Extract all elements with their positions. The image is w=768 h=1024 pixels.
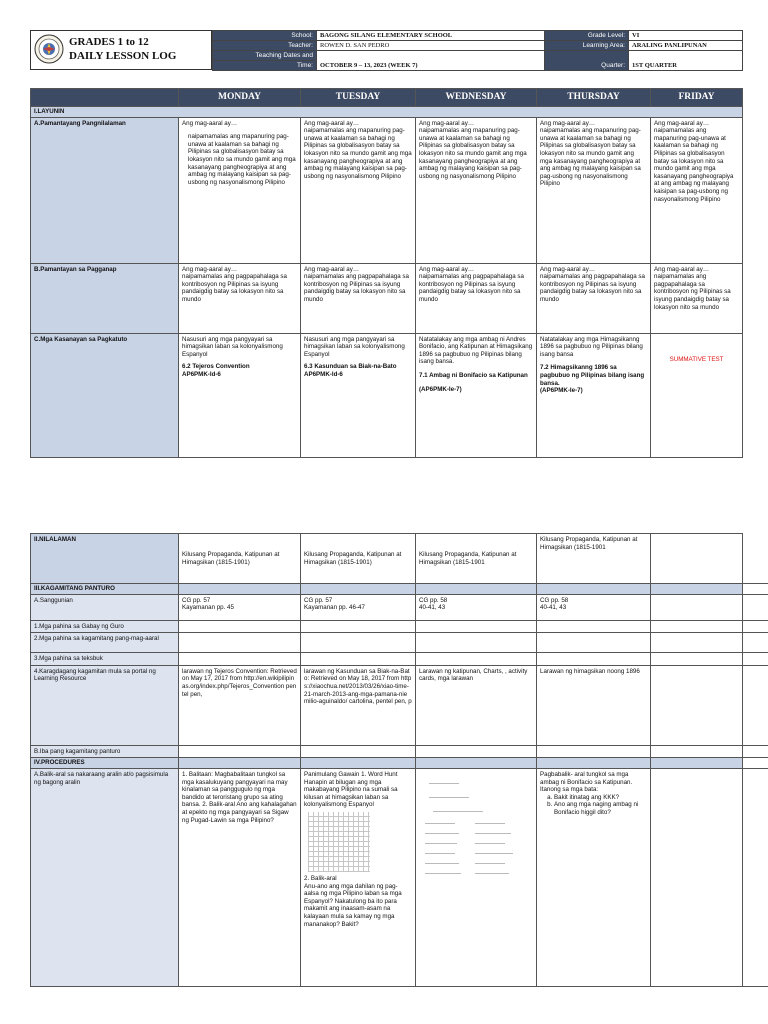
cell-a-fri-intro: Ang mag-aaral ay… <box>654 119 710 127</box>
cell-c-mon <box>179 333 301 457</box>
c5 <box>651 653 743 666</box>
cell-c-tue <box>301 333 416 457</box>
cell-b-mon-text: naipamamalas ang pagpapahalaga sa kontribosyon ng Pilipinas sa isyung pandaigdig batay sa lokasyon nito sa mundo <box>182 273 287 303</box>
cell-b-thu-intro: Ang mag-aaral ay… <box>540 265 596 273</box>
row-gabay-label: 1.Mga pahina sa Gabay ng Guro <box>31 620 179 633</box>
cell-nil-wed: Kilusang Propaganda, Katipunan at Himagsikan (1815-1901 <box>416 534 537 584</box>
dates-label-1: Teaching Dates and <box>213 51 317 61</box>
row-sanggunian <box>31 594 768 620</box>
cell-c-thu-code: (AP6PMK-Ie-7) <box>540 387 583 395</box>
cell-b-mon <box>179 263 301 333</box>
c5 <box>651 745 743 758</box>
cell-nil-fri <box>651 534 743 584</box>
balik-thu-question: b. Ano ang mga naging ambag ni Bonifacio higgil dito? <box>554 801 647 816</box>
cell-a-mon-text: naipamamalas ang mapanuring pag-unawa at kaalaman sa bahagi ng Pilipinas sa globalisasyon batay sa lokasyon nito sa mundo gamit ang mga kasanayang pangheograpiya at ang ambag ng malayang kaisipan sa pag-usbong ng nasyonalismong Pilipino <box>188 133 296 186</box>
section-layunin <box>31 107 743 118</box>
row-kasanayan-pagkatuto <box>31 333 743 457</box>
row-kagamitang-mag-aaral <box>31 633 768 653</box>
cell-nil-extra <box>743 534 768 584</box>
cell-a-fri <box>651 117 743 263</box>
sect-k-5 <box>651 584 743 595</box>
cell-balik-thu-text: Pagbabalik- aral tungkol sa mga ambag ni Bonifacio sa Katipunan. <box>540 770 633 786</box>
row-teks-label: 3.Mga pahina sa teksbuk <box>31 653 179 666</box>
cell-a-tue <box>301 117 416 263</box>
cell-c-fri <box>651 333 743 457</box>
c3 <box>416 653 537 666</box>
c4 <box>537 653 651 666</box>
cell-sang-extra <box>743 594 768 620</box>
row-gabay <box>31 620 768 633</box>
cell-b-wed-intro: Ang mag-aaral ay… <box>419 265 475 273</box>
cell-a-thu-text: naipamamalas ang mapanuring pag-unawa at kaalaman sa bahagi ng Pilipinas sa globalisasyon batay sa lokasyon nito sa mundo gamit ang mga kasanayang pangheograpiya at ang ambag ng malayang kaisipan sa pag-usbong ng nasyonalismong Pilipino <box>540 127 641 188</box>
cell-a-mon <box>179 117 301 263</box>
row-a-label: A.Pamantayang Pangnilalaman <box>31 117 179 263</box>
day-thursday: THURSDAY <box>537 89 651 107</box>
cell-c-wed <box>416 333 537 457</box>
cell-balik-tue-activity: Panimulang Gawain 1. Word Hunt Hanapin at bilugan ang mga makabayang Pilipino na sumali sa kilusan at himagsikan laban sa kolonyalismong Espanyol <box>304 770 398 809</box>
c1 <box>179 653 301 666</box>
area-label: Learning Area: <box>545 41 629 51</box>
c5 <box>651 620 743 633</box>
cell-balik-thu-prompt: Itanong sa mga bata: <box>540 786 599 794</box>
cell-a-wed-text: naipamamalas ang mapanuring pag-unawa at kaalaman sa bahagi ng Pilipinas sa globalisasyon batay sa lokasyon nito sa mundo gamit ang mga kasanayang pangheograpiya at ang ambag ng malayang kaisipan sa pag-usbong ng nasyonalismong Pilipino <box>419 127 527 180</box>
c6 <box>743 620 768 633</box>
sp5 <box>651 758 743 769</box>
row-sanggunian-label: A.Sanggunian <box>31 594 179 620</box>
balik-thu-question-list <box>540 794 647 817</box>
teacher-label: Teacher: <box>213 41 317 51</box>
day-header-blank <box>31 89 179 107</box>
cell-balik-tue <box>301 768 416 986</box>
dates-value: OCTOBER 9 – 13, 2023 (WEEK 7) <box>317 51 545 71</box>
cell-sang-tue-1: CG pp. 57 <box>304 596 333 604</box>
cell-sang-mon-1: CG pp. 57 <box>182 596 211 604</box>
area-value: ARALING PANLIPUNAN <box>629 41 743 51</box>
sect-k-extra <box>743 584 768 595</box>
c1 <box>179 745 301 758</box>
c4 <box>537 633 651 653</box>
sp1 <box>179 758 301 769</box>
cell-c-wed-text: Natatalakay ang mga ambag ni Andres Bonifacio, ang Katipunan at Himagsikang 1896 sa pagbubuo ng Pilipinas bilang isang bansa. <box>419 335 533 366</box>
c2 <box>301 620 416 633</box>
cell-b-wed-text: naipamamalas ang pagpapahalaga sa kontribosyon ng Pilipinas sa isyung pandaigdig batay sa lokasyon nito sa mundo <box>419 273 524 303</box>
cell-a-thu-intro: Ang mag-aaral ay… <box>540 119 596 127</box>
row-teksbuk <box>31 653 768 666</box>
sp2 <box>301 758 416 769</box>
day-tuesday: TUESDAY <box>301 89 416 107</box>
cell-c-tue-topic: 6.3 Kasunduan sa Biak-na-Bato <box>304 363 397 371</box>
c5 <box>651 633 743 653</box>
cell-a-tue-intro: Ang mag-aaral ay… <box>304 119 360 127</box>
cell-portal-fri <box>651 665 743 745</box>
cell-b-tue-text: naipamamalas ang pagpapahalaga sa kontribosyon ng Pilipinas sa isyung pandaigdig batay sa lokasyon nito sa mundo <box>304 273 409 303</box>
deped-seal-icon <box>34 34 64 64</box>
row-c-label: C.Mga Kasanayan sa Pagkatuto <box>31 333 179 457</box>
c2 <box>301 653 416 666</box>
row-pamantayan-pagganap <box>31 263 743 333</box>
day-header-row <box>31 89 743 107</box>
section-kagamitan-label: III.KAGAMITANG PANTURO <box>31 584 179 595</box>
cell-sang-thu <box>537 594 651 620</box>
day-monday: MONDAY <box>179 89 301 107</box>
cell-balik-fri <box>651 768 743 986</box>
section-nilalaman-label: II.NILALAMAN <box>31 534 179 584</box>
cell-sang-tue <box>301 594 416 620</box>
sp3 <box>416 758 537 769</box>
cell-a-wed <box>416 117 537 263</box>
cell-b-thu <box>537 263 651 333</box>
objectives-table <box>30 88 743 458</box>
cell-b-tue-intro: Ang mag-aaral ay… <box>304 265 360 273</box>
school-value: BAGONG SILANG ELEMENTARY SCHOOL <box>317 31 545 41</box>
row-kag-label: 2.Mga pahina sa kagamitang pang-mag-aaral <box>31 633 179 653</box>
sect-k-2 <box>301 584 416 595</box>
c3 <box>416 633 537 653</box>
cell-balik-thu <box>537 768 651 986</box>
quarter-label: Quarter: <box>545 51 629 71</box>
cell-nil-thu: Kilusang Propaganda, Katipunan at Himagsikan (1815-1901 <box>537 534 651 584</box>
cell-a-fri-text: naipamamalas ang mapanuring pag-unawa at kaalaman sa bahagi ng Pilipinas sa globalisasyon batay sa lokasyon nito sa mundo gamit ang mga kasanayang pangheograpiya at ang ambag ng malayang kaisipan sa pag-usbong ng nasyonalismong Pilipino <box>654 127 734 203</box>
sp6 <box>743 758 768 769</box>
c4 <box>537 620 651 633</box>
cell-c-thu <box>537 333 651 457</box>
c1 <box>179 633 301 653</box>
row-iba-label: B.Iba pang kagamitang panturo <box>31 745 179 758</box>
cell-c-tue-code: AP6PMK-Id-6 <box>304 370 343 378</box>
school-label: School: <box>213 31 317 41</box>
cell-c-wed-topic: 7.1 Ambag ni Bonifacio sa Katipunan <box>419 371 528 379</box>
cell-sang-fri <box>651 594 743 620</box>
cell-sang-mon-2: Kayamanan pp. 45 <box>182 604 234 612</box>
cell-b-wed <box>416 263 537 333</box>
grade-label: Grade Level: <box>545 31 629 41</box>
cell-balik-tue-question: Anu-ano ang mga dahilan ng pag-aalsa ng mga Pilipino laban sa mga Espanyol? Nakatulong ba ito para makamit ang inaasam-asam na kalayaan mula sa kamay ng mga mananakop? Bakit? <box>304 882 402 928</box>
cell-c-tue-text: Nasusuri ang mga pangyayari sa himagsikan laban sa kolonyalismong Espanyol <box>304 335 405 358</box>
sect-k-4 <box>537 584 651 595</box>
quarter-value: 1ST QUARTER <box>629 51 743 71</box>
section-layunin-label: I.LAYUNIN <box>31 107 743 118</box>
row-nilalaman <box>31 534 768 584</box>
row-iba-pang <box>31 745 768 758</box>
section-procedures-label: IV.PROCEDURES <box>31 758 179 769</box>
section-kagamitan <box>31 584 768 595</box>
header-info-table <box>212 30 743 71</box>
cell-b-mon-intro: Ang mag-aaral ay… <box>182 265 238 273</box>
grade-value: VI <box>629 31 743 41</box>
c3 <box>416 745 537 758</box>
c6 <box>743 653 768 666</box>
day-wednesday: WEDNESDAY <box>416 89 537 107</box>
summative-test-label: SUMMATIVE TEST <box>669 355 724 363</box>
cell-nil-tue: Kilusang Propaganda, Katipunan at Himagsikan (1815-1901) <box>301 534 416 584</box>
c6 <box>743 745 768 758</box>
cell-a-wed-intro: Ang mag-aaral ay… <box>419 119 475 127</box>
worksheet-thumbnail-image <box>419 771 517 901</box>
c6 <box>743 633 768 653</box>
cell-sang-wed <box>416 594 537 620</box>
row-balik-label: A.Balik-aral sa nakaraang aralin at/o pagsisimula ng bagong aralin <box>31 768 179 986</box>
cell-sang-wed-2: 40-41, 43 <box>419 604 446 612</box>
row-pamantayang-pangnilalaman <box>31 117 743 263</box>
cell-balik-wed <box>416 768 537 986</box>
document-title <box>69 35 176 63</box>
cell-portal-tue: larawan ng Kasunduan sa Biak-na-Bato: Retrieved on May 18, 2017 from https://xiaochua.net/2013/03/26/xiao-time-21-march-2013-ang-mga-pamana-niemilio-aguinaldo/ cartolina, pentel pen, p <box>301 665 416 745</box>
cell-sang-thu-2: 40-41, 43 <box>540 604 567 612</box>
cell-sang-wed-1: CG pp. 58 <box>419 596 448 604</box>
row-balik-aral <box>31 768 768 986</box>
cell-a-mon-intro: Ang mag-aaral ay… <box>182 119 238 127</box>
cell-a-tue-text: naipamamalas ang mapanuring pag-unawa at kaalaman sa bahagi ng Pilipinas sa globalisasyon batay sa lokasyon nito sa mundo gamit ang mga kasanayang pangheograpiya at ang ambag ng malayang kaisipan sa pag-usbong ng nasyonalismong Pilipino <box>304 127 412 180</box>
cell-c-thu-text: Natatalakay ang mga Himagsikanng 1896 sa pagbubuo ng Pilipinas bilang isang bansa <box>540 335 643 358</box>
cell-portal-mon: larawan ng Tejeros Convention: Retrieved on May 17, 2017 from http://en.wikipilipinas.org/index.php/Tejeros_Convention pentel pen, <box>179 665 301 745</box>
cell-b-fri-intro: Ang mag-aaral ay… <box>654 265 710 273</box>
row-portal-label: 4.Karagdagang kagamitan mula sa portal ng Learning Resource <box>31 665 179 745</box>
cell-sang-tue-2: Kayamanan pp. 46-47 <box>304 604 365 612</box>
c1 <box>179 620 301 633</box>
cell-nil-mon: Kilusang Propaganda, Katipunan at Himagsikan (1815-1901) <box>179 534 301 584</box>
cell-portal-wed: Larawan ng katipunan, Charts, , activity cards, mga larawan <box>416 665 537 745</box>
cell-sang-mon <box>179 594 301 620</box>
title-line-1: GRADES 1 to 12 <box>69 36 149 48</box>
sect-k-1 <box>179 584 301 595</box>
sp4 <box>537 758 651 769</box>
cell-portal-extra <box>743 665 768 745</box>
row-portal <box>31 665 768 745</box>
dates-label-2: Time: <box>213 61 317 71</box>
cell-a-thu <box>537 117 651 263</box>
cell-balik-extra <box>743 768 768 986</box>
cell-sang-thu-1: CG pp. 58 <box>540 596 569 604</box>
section-procedures <box>31 758 768 769</box>
c2 <box>301 745 416 758</box>
cell-balik-mon: 1. Balitaan: Magbabalitaan tungkol sa mga kasalukuyang pangyayari na may kinalaman sa panggugulo ng mga bandido at teroristang grupo sa ating bansa. 2. Balik-aral Ano ang kahalagahan at epekto ng mga pangyayari sa Sigaw ng Pugad-Lawin sa mga Pilipino? <box>179 768 301 986</box>
cell-b-fri-text: naipamamalas ang pagpapahalaga sa kontribosyon ng Pilipinas sa isyung pandaigdig batay sa lokasyon nito sa mundo <box>654 273 731 311</box>
day-friday: FRIDAY <box>651 89 743 107</box>
c3 <box>416 620 537 633</box>
sect-k-3 <box>416 584 537 595</box>
cell-balik-tue-heading: 2. Balik-aral <box>304 874 337 882</box>
cell-portal-thu: Larawan ng himagsikan noong 1896 <box>537 665 651 745</box>
c2 <box>301 633 416 653</box>
row-b-label: B.Pamantayan sa Pagganap <box>31 263 179 333</box>
word-hunt-grid-image <box>308 812 370 872</box>
balik-thu-question: a. Bakit itinatag ang KKK? <box>554 794 647 802</box>
cell-b-thu-text: naipamamalas ang pagpapahalaga sa kontribosyon ng Pilipinas sa isyung pandaigdig batay sa lokasyon nito sa mundo <box>540 273 645 303</box>
cell-c-wed-code: (AP6PMK-Ie-7) <box>419 385 462 393</box>
cell-c-mon-code: AP6PMK-Id-6 <box>182 370 221 378</box>
c4 <box>537 745 651 758</box>
cell-c-thu-topic: 7.2 Himagsikanng 1896 sa pagbubuo ng Pilipinas bilang isang bansa. <box>540 364 645 387</box>
cell-c-mon-topic: 6.2 Tejeros Convention <box>182 363 250 371</box>
cell-b-tue <box>301 263 416 333</box>
teacher-value: ROWEN D. SAN PEDRO <box>317 41 545 51</box>
cell-c-mon-text: Nasusuri ang mga pangyayari sa himagsikan laban sa kolonyalismong Espanyol <box>182 335 283 358</box>
content-procedures-table <box>30 533 768 987</box>
title-line-2: DAILY LESSON LOG <box>69 50 177 62</box>
cell-b-fri <box>651 263 743 333</box>
header-logo-block <box>30 30 212 70</box>
